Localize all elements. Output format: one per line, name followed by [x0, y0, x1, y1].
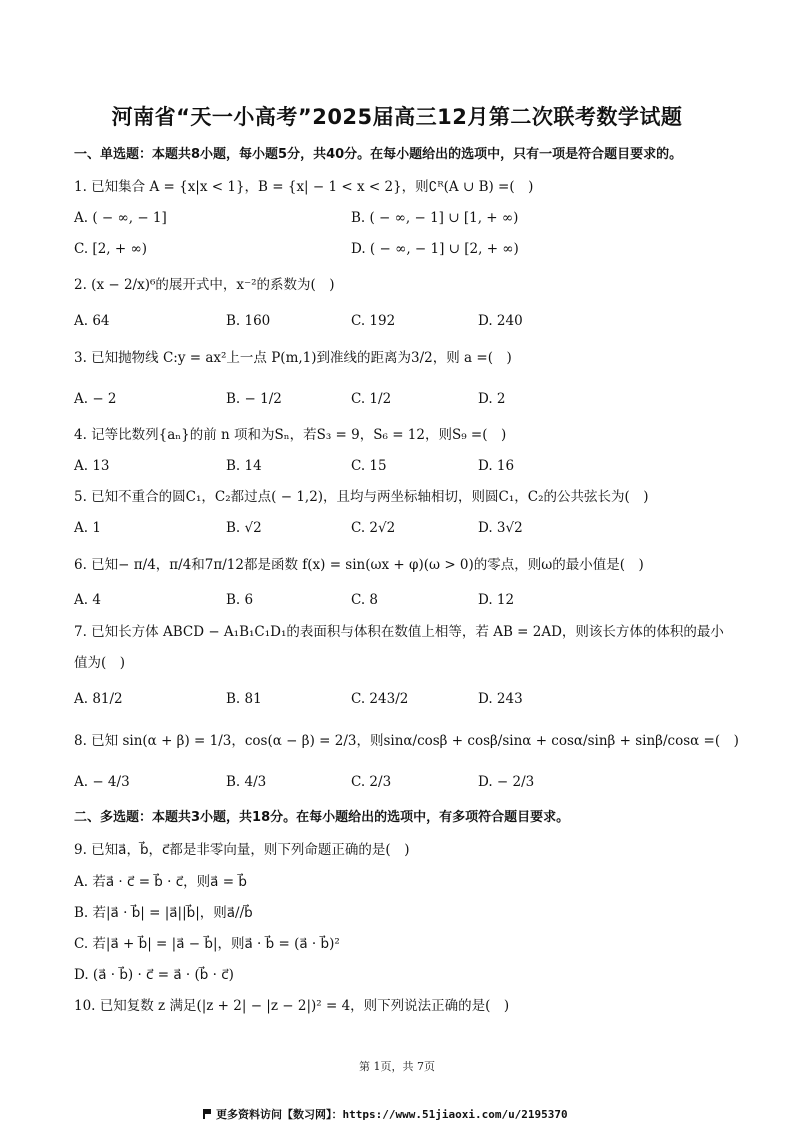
question-8-option-c: C. 2/3 — [351, 774, 392, 790]
question-8-option-a: A. − 4/3 — [74, 774, 130, 790]
source-link-text: 更多资料访问【数习网】：https://www.51jiaoxi.com/u/2195370 — [216, 1108, 568, 1121]
question-4-option-b: B. 14 — [226, 458, 262, 474]
question-5-option-c: C. 2√2 — [351, 520, 396, 536]
question-7-option-a: A. 81/2 — [74, 691, 123, 707]
question-7-stem: 7. 已知长方体 ABCD − A₁B₁C₁D₁的表面积与体积在数值上相等，若 AB = 2AD，则该长方体的体积的最小 — [74, 624, 724, 640]
question-3-option-a: A. − 2 — [74, 391, 117, 407]
question-6-stem: 6. 已知− π/4，π/4和7π/12都是函数 f(x) = sin(ωx + φ)(ω > 0)的零点，则ω的最小值是( ) — [74, 557, 644, 573]
question-2-stem: 2. (x − 2/x)⁶的展开式中，x⁻²的系数为( ) — [74, 277, 335, 293]
source-link[interactable] — [203, 1106, 568, 1122]
question-6-option-c: C. 8 — [351, 592, 379, 608]
question-4-option-d: D. 16 — [478, 458, 515, 474]
page-number: 第 1页，共 7页 — [359, 1060, 435, 1073]
question-9-option-a: A. 若a⃗ · c⃗ = b⃗ · c⃗，则a⃗ = b⃗ — [74, 874, 247, 890]
question-2-option-c: C. 192 — [351, 313, 396, 329]
question-9-stem: 9. 已知a⃗，b⃗，c⃗都是非零向量，则下列命题正确的是( ) — [74, 842, 410, 858]
question-9-option-c: C. 若|a⃗ + b⃗| = |a⃗ − b⃗|，则a⃗ · b⃗ = (a⃗ · b⃗)² — [74, 936, 340, 952]
question-1-option-d: D. ( − ∞, − 1] ∪ [2, + ∞) — [351, 241, 519, 257]
question-8-stem: 8. 已知 sin(α + β) = 1/3，cos(α − β) = 2/3，则sinα/cosβ + cosβ/sinα + cosα/sinβ + sinβ/cosα =( ) — [74, 733, 739, 749]
question-7-option-b: B. 81 — [226, 691, 262, 707]
question-5-stem: 5. 已知不重合的圆C₁，C₂都过点( − 1,2)，且均与两坐标轴相切，则圆C₁，C₂的公共弦长为( ) — [74, 489, 649, 505]
question-7-option-d: D. 243 — [478, 691, 523, 707]
question-1-option-c: C. [2, + ∞) — [74, 241, 147, 257]
question-4-option-c: C. 15 — [351, 458, 387, 474]
question-6-option-b: B. 6 — [226, 592, 254, 608]
question-9-option-b: B. 若|a⃗ · b⃗| = |a⃗||b⃗|，则a⃗//b⃗ — [74, 905, 253, 921]
question-1-option-a: A. ( − ∞, − 1] — [74, 210, 167, 226]
question-2-option-d: D. 240 — [478, 313, 523, 329]
question-8-option-b: B. 4/3 — [226, 774, 267, 790]
question-3-option-b: B. − 1/2 — [226, 391, 282, 407]
question-7-option-c: C. 243/2 — [351, 691, 409, 707]
question-6-option-d: D. 12 — [478, 592, 515, 608]
question-9-option-d: D. (a⃗ · b⃗) · c⃗ = a⃗ · (b⃗ · c⃗) — [74, 967, 234, 983]
question-2-option-a: A. 64 — [74, 313, 110, 329]
question-5-option-d: D. 3√2 — [478, 520, 523, 536]
question-3-option-d: D. 2 — [478, 391, 506, 407]
question-7-stem-continued: 值为( ) — [74, 655, 126, 671]
question-4-stem: 4. 记等比数列{aₙ}的前 n 项和为Sₙ，若S₃ = 9，S₆ = 12，则S₉ =( ) — [74, 427, 507, 443]
section-heading-single-choice: 一、单选题：本题共8小题，每小题5分，共40分。在每小题给出的选项中，只有一项是符合题目要求的。 — [74, 147, 683, 162]
question-4-option-a: A. 13 — [74, 458, 110, 474]
question-1-option-b: B. ( − ∞, − 1] ∪ [1, + ∞) — [351, 210, 519, 226]
question-8-option-d: D. − 2/3 — [478, 774, 535, 790]
question-5-option-b: B. √2 — [226, 520, 262, 536]
question-3-option-c: C. 1/2 — [351, 391, 392, 407]
question-6-option-a: A. 4 — [74, 592, 101, 608]
page-title: 河南省“天一小高考”2025届高三12月第二次联考数学试题 — [111, 105, 683, 129]
question-1-stem: 1. 已知集合 A = {x|x < 1}，B = {x| − 1 < x < 2}，则∁ᴿ(A ∪ B) =( ) — [74, 179, 534, 195]
flag-icon — [203, 1109, 211, 1119]
question-5-option-a: A. 1 — [74, 520, 101, 536]
question-10-stem: 10. 已知复数 z 满足(|z + 2| − |z − 2|)² = 4，则下列说法正确的是( ) — [74, 998, 510, 1014]
question-3-stem: 3. 已知抛物线 C:y = ax²上一点 P(m,1)到准线的距离为3/2，则 a =( ) — [74, 350, 512, 366]
section-heading-multiple-choice: 二、多选题：本题共3小题，共18分。在每小题给出的选项中，有多项符合题目要求。 — [74, 810, 570, 825]
question-2-option-b: B. 160 — [226, 313, 271, 329]
